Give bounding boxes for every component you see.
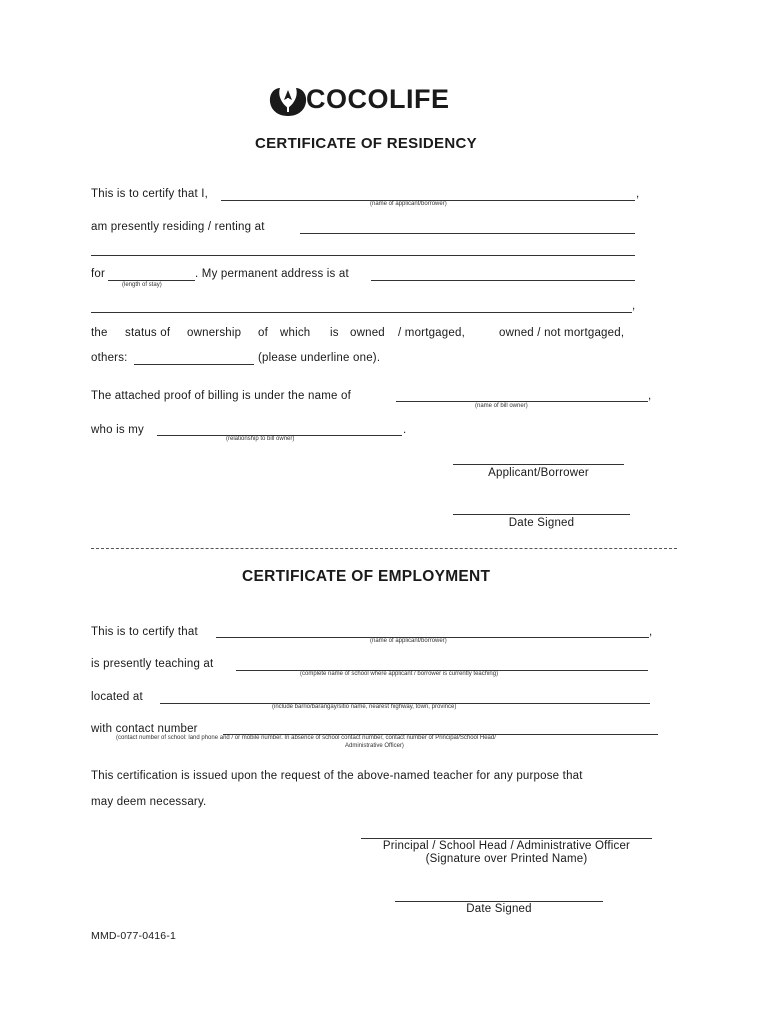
certification-paragraph-line1: This certification is issued upon the request of the above-named teacher for any purpose that <box>91 770 583 782</box>
certification-paragraph-line2: may deem necessary. <box>91 796 207 808</box>
permanent-address-field-2[interactable] <box>91 312 632 313</box>
status-word: / mortgaged, <box>398 327 465 339</box>
applicant-signature-label: Applicant/Borrower <box>488 467 589 479</box>
relationship-label: who is my <box>91 424 144 436</box>
contact-number-hint-2: Administrative Officer) <box>345 743 404 749</box>
principal-signature-field[interactable] <box>361 838 652 839</box>
others-suffix: (please underline one). <box>258 352 381 364</box>
status-word: owned <box>350 327 385 339</box>
residency-permanent-label: . My permanent address is at <box>195 268 349 280</box>
status-word: is <box>330 327 339 339</box>
cut-line-divider <box>91 548 677 549</box>
billing-label: The attached proof of billing is under the name of <box>91 390 351 402</box>
employment-date-field[interactable] <box>395 901 603 902</box>
employment-title: CERTIFICATE OF EMPLOYMENT <box>242 568 491 585</box>
residency-date-field[interactable] <box>453 514 630 515</box>
residency-line2-prefix: am presently residing / renting at <box>91 221 265 233</box>
length-of-stay-hint: (length of stay) <box>122 282 162 288</box>
located-at-label: located at <box>91 691 143 703</box>
employment-date-label: Date Signed <box>466 903 532 915</box>
teacher-name-hint: (name of applicant/borrower) <box>370 638 447 644</box>
residency-for-label: for <box>91 268 106 280</box>
others-field[interactable] <box>134 364 254 365</box>
status-word: status of <box>125 327 171 339</box>
employment-line1-end: , <box>649 626 653 638</box>
residency-line5-end: , <box>632 300 636 312</box>
logo <box>268 84 498 120</box>
school-name-hint: (complete name of school where applicant / borrower is currently teaching) <box>300 671 499 677</box>
teaching-at-label: is presently teaching at <box>91 658 214 670</box>
residency-line1-prefix: This is to certify that I, <box>91 188 209 200</box>
form-code: MMD-077-0416-1 <box>91 930 177 942</box>
residing-address-field-2[interactable] <box>91 255 635 256</box>
contact-number-label: with contact number <box>91 723 198 735</box>
status-word: of <box>258 327 268 339</box>
residency-title: CERTIFICATE OF RESIDENCY <box>255 135 477 152</box>
billing-end: , <box>648 390 652 402</box>
employment-line1-prefix: This is to certify that <box>91 626 198 638</box>
permanent-address-field[interactable] <box>371 280 635 281</box>
school-location-hint: (include barrio/barangay/sitio name, nearest highway, town, province) <box>272 704 457 710</box>
residing-address-field[interactable] <box>300 233 635 234</box>
applicant-signature-field[interactable] <box>453 464 624 465</box>
others-label: others: <box>91 352 128 364</box>
relationship-end: . <box>403 424 407 436</box>
contact-number-hint: (contact number of school: land phone and / or mobile number. In absence of school contact number, contact number of Principal/School Head/ <box>116 735 496 741</box>
residency-line1-end: , <box>636 188 640 200</box>
relationship-hint: (relationship to bill owner) <box>226 436 295 442</box>
principal-signature-sublabel: (Signature over Printed Name) <box>425 853 588 865</box>
applicant-name-hint: (name of applicant/borrower) <box>370 201 447 207</box>
bill-owner-field[interactable] <box>396 401 648 402</box>
status-word: ownership <box>187 327 242 339</box>
status-word: owned / not mortgaged, <box>499 327 625 339</box>
logo-text: COCOLIFE <box>306 84 450 114</box>
coconut-leaf-icon <box>268 86 308 118</box>
residency-date-label: Date Signed <box>508 517 575 529</box>
status-word: which <box>280 327 311 339</box>
length-of-stay-field[interactable] <box>108 280 195 281</box>
bill-owner-hint: (name of bill owner) <box>475 403 528 409</box>
status-word: the <box>91 327 108 339</box>
principal-signature-label: Principal / School Head / Administrative Officer <box>382 840 631 852</box>
